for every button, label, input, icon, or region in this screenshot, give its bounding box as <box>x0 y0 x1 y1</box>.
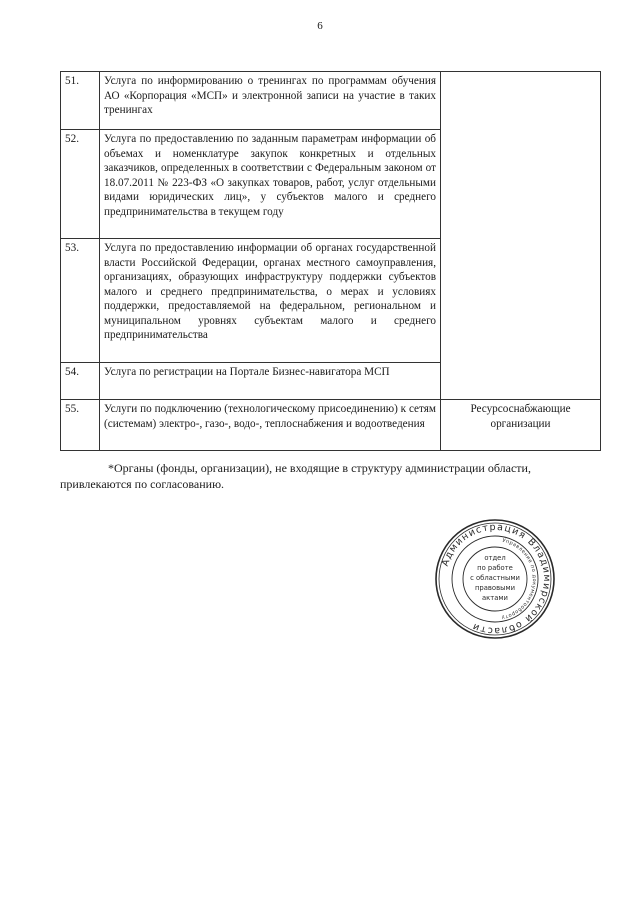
row-description: Услуги по подключению (технологическому присоединению) к сетям (системам) электро-, газо-, водо-, теплоснабжения и водоотведения <box>100 400 441 451</box>
stamp-center-text <box>470 554 520 602</box>
stamp-center-line: с областными <box>470 574 520 582</box>
footnote-line-2: привлекаются по согласованию. <box>60 477 225 491</box>
table-row <box>61 400 601 451</box>
services-table <box>60 71 601 451</box>
page-number: 6 <box>317 20 323 32</box>
row-number: 54. <box>61 363 100 400</box>
footnote <box>60 460 602 492</box>
stamp-center-line: правовыми <box>474 584 516 592</box>
stamp-center-line: актами <box>482 594 508 602</box>
footnote-line-1: *Органы (фонды, организации), не входящие в структуру администрации области, <box>108 461 531 475</box>
stamp-center-line: отдел <box>484 554 506 562</box>
row-organization <box>441 72 601 400</box>
row-number: 52. <box>61 130 100 239</box>
table-row <box>61 72 601 130</box>
stamp-center-line: по работе <box>477 564 513 572</box>
row-description: Услуга по предоставлению информации об органах государственной власти Российской Федерации, органах местного самоуправления, организациях, образующих инфраструктуру поддержки субъектов малого и среднего предпринимательства, о мерах и условиях поддержки, предоставляемой на федеральном, региональном и муниципальном уровнях субъектам малого и среднего предпринимательства <box>100 239 441 363</box>
row-description: Услуга по информированию о тренингах по программам обучения АО «Корпорация «МСП» и электронной записи на участие в таких тренингах <box>100 72 441 130</box>
row-number: 53. <box>61 239 100 363</box>
row-description: Услуга по регистрации на Портале Бизнес-навигатора МСП <box>100 363 441 400</box>
row-number: 55. <box>61 400 100 451</box>
official-stamp <box>434 518 556 640</box>
row-description: Услуга по предоставлению по заданным параметрам информации об объемах и номенклатуре закупок конкретных и отдельных заказчиков, определенных в соответствии с Федеральным законом от 18.07.2011 № 223-ФЗ «О закупках товаров, работ, услуг отдельными видами юридических лиц», у субъектов малого и среднего предпринимательства в текущем году <box>100 130 441 239</box>
stamp-inner-ring-text: Управление по документообороту <box>500 537 538 621</box>
row-number: 51. <box>61 72 100 130</box>
row-organization: Ресурсоснабжающие организации <box>441 400 601 451</box>
stamp-outer-text: Администрация Владимирской области <box>439 521 553 637</box>
